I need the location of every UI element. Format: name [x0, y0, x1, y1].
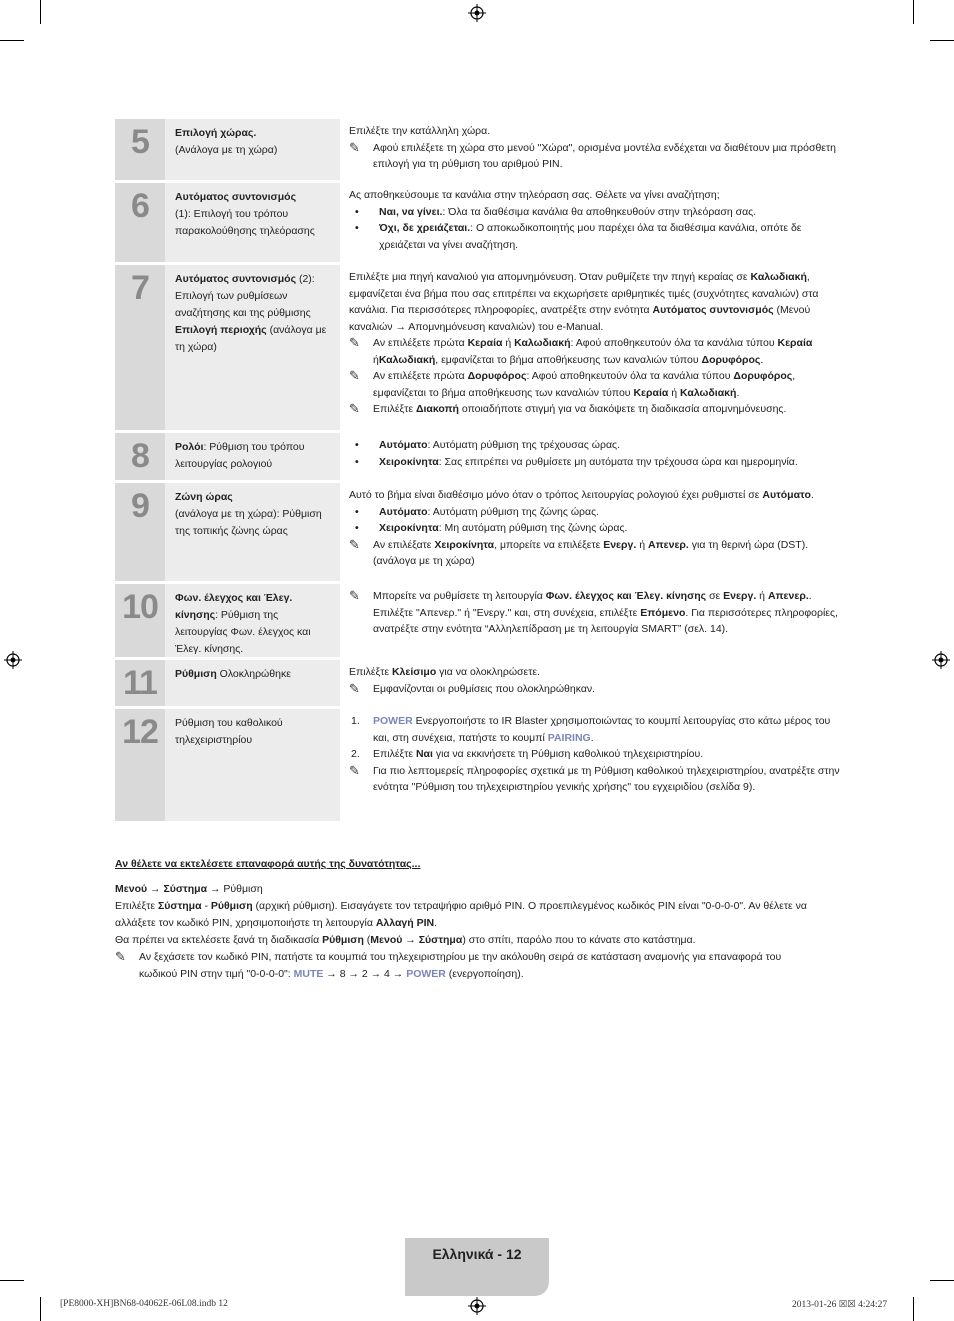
text-run: (: [363, 934, 371, 946]
text-run: Δορυφόρος: [467, 370, 527, 382]
text-run: . Επιλέξτε "Απενερ." ή "Ενεργ." και, στη συνέχεια, επιλέξτε: [373, 590, 812, 619]
text-run: (ενεργοποίηση).: [445, 968, 524, 980]
text-run: (ανάλογα με τη χώρα): Ρύθμιση της τοπικής ζώνης ώρας: [175, 508, 322, 537]
pencil-note-icon: ✎: [349, 139, 360, 155]
text-run: Αυτόματο: [379, 505, 428, 518]
step-row-9: [115, 483, 840, 584]
text-run: . Για περισσότερες πληροφορίες, ανατρέξτε στην ενότητα “Αλληλεπίδραση με τη λειτουργία SMART” (σελ. 14).: [373, 606, 838, 635]
text-run: Εμφανίζονται οι ρυθμίσεις που ολοκληρώθηκαν.: [373, 682, 596, 695]
text-line: [349, 487, 840, 504]
text-run: , μπορείτε να επιλέξετε: [494, 538, 604, 551]
text-run: Ρολόι: [175, 441, 204, 453]
text-run: Καλωδιακή: [514, 337, 571, 349]
text-run: , εμφανίζεται το βήμα αποθήκευσης των καναλιών τύπου: [373, 370, 796, 399]
text-line: [349, 187, 840, 204]
step-row-7: [115, 265, 840, 433]
text-run: Κεραία: [633, 386, 669, 399]
page-label: Ελληνικά - 12: [432, 1246, 522, 1262]
text-line: [349, 269, 840, 335]
text-run: Χειροκίνητα: [379, 522, 439, 534]
label-line: [175, 506, 332, 540]
text-run: Αυτό το βήμα είναι διαθέσιμο μόνο όταν ο τρόπος λειτουργίας ρολογιού έχει ρυθμιστεί σε: [349, 489, 763, 501]
text-run: .: [590, 731, 594, 744]
step-label: [165, 584, 340, 657]
text-run: Επόμενο: [640, 606, 686, 619]
text-run: Μενού: [115, 883, 148, 895]
text-run: , εμφανίζεται ένα βήμα που σας επιτρέπει να εκχωρήσετε αριθμητικές τιμές (συχνότητες καναλιών) στα κανάλια. Για περισσότερες πληροφορίες, ανατρέξτε στην ενότητα: [349, 271, 819, 316]
text-run: : Μη αυτόματη ρύθμιση της ζώνης ώρας.: [438, 522, 628, 534]
pencil-note-icon: ✎: [349, 588, 360, 603]
note-line: [349, 588, 840, 638]
reset-body: [115, 881, 815, 983]
text-run: Ενεργοποιήστε το IR Blaster χρησιμοποιώντας το κουμπί λειτουργίας στο κάτω μέρος του και, στη συνέχεια, πατήστε το κουμπί: [373, 715, 831, 744]
text-run: Απενερ.: [648, 538, 689, 551]
text-run: , εμφανίζεται το βήμα αποθήκευσης των καναλιών τύπου: [435, 353, 702, 366]
reset-section: [115, 856, 815, 983]
text-run: : Αφού αποθηκευτούν όλα τα κανάλια τύπου: [570, 337, 778, 349]
text-run: Δορυφόρος: [733, 370, 793, 382]
text-run: : Αυτόματη ρύθμιση της τρέχουσας ώρας.: [427, 439, 620, 451]
crosshair-icon: [4, 651, 22, 669]
pencil-note-icon: ✎: [349, 368, 360, 383]
crop-mark: [40, 1297, 41, 1321]
text-line: [115, 932, 815, 949]
crop-mark: [40, 0, 41, 24]
label-line: [175, 590, 332, 658]
crop-mark: [930, 1280, 954, 1281]
text-run: Αυτόματος συντονισμός: [175, 191, 297, 203]
step-number: 11: [115, 660, 165, 706]
text-run: Καλωδιακή: [680, 386, 737, 399]
text-run: (Μενού καναλιών → Απομνημόνευση καναλιών) του e-Manual.: [349, 304, 811, 333]
bullet-dot-icon: •: [355, 505, 359, 518]
pencil-note-icon: ✎: [349, 680, 360, 696]
step-row-5: [115, 119, 840, 183]
text-run: (ανάλογα με τη χώρα): [175, 324, 327, 353]
text-run: (Ανάλογα με τη χώρα): [175, 144, 278, 156]
step-row-12: [115, 709, 840, 821]
step-description: [340, 265, 840, 430]
button-name: POWER: [406, 968, 446, 980]
crosshair-icon: [468, 1297, 486, 1315]
crop-mark: [930, 40, 954, 41]
bullet-line: [349, 220, 840, 253]
text-run: .: [434, 917, 438, 929]
text-run: : Αφού αποθηκευτούν όλα τα κανάλια τύπου: [526, 370, 734, 382]
text-run: Φων. έλεγχος και Έλεγ. κίνησης: [175, 592, 293, 621]
step-label: [165, 660, 340, 706]
text-run: Σύστημα: [157, 900, 202, 912]
text-run: Ας αποθηκεύσουμε τα κανάλια στην τηλεόραση σας. Θέλετε να γίνει αναζήτηση;: [349, 189, 720, 201]
list-number: 1.: [351, 715, 360, 727]
text-run: : Ο αποκωδικοποιητής μου παρέχει όλα τα διαθέσιμα κανάλια, οπότε δε χρειάζεται να γίνει αναζήτηση.: [379, 222, 802, 251]
text-run: Ολοκληρώθηκε: [216, 668, 291, 680]
step-row-11: [115, 660, 840, 709]
text-run: Επιλέξτε: [373, 748, 416, 760]
text-run: ή: [373, 353, 379, 366]
step-number: 10: [115, 584, 165, 657]
text-run: Για πιο λεπτομερείς πληροφορίες σχετικά με τη Ρύθμιση καθολικού τηλεχειριστηρίου, ανατρέξτε στην ενότητα "Ρύθμιση του τηλεχειριστηρίου γενικής χρήσης" του εγχειριδίου (σελίδα 9).: [373, 764, 840, 793]
step-description: [340, 183, 840, 262]
pencil-note-icon: ✎: [349, 401, 360, 416]
note-line: [349, 681, 840, 698]
text-run: Σύστημα: [418, 934, 463, 946]
text-run: : Ρύθμιση της λειτουργίας Φων. έλεγχος και Έλεγ. κίνησης.: [175, 609, 311, 655]
pencil-note-icon: ✎: [349, 762, 360, 778]
text-run: .: [810, 489, 814, 501]
text-run: ή: [636, 538, 648, 551]
text-run: (1): Επιλογή του τρόπου παρακολούθησης τηλεόρασης: [175, 208, 315, 237]
step-label: [165, 483, 340, 581]
text-run: Αν ξεχάσετε τον κωδικό PIN, πατήστε τα κουμπιά του τηλεχειριστηρίου με την ακόλουθη σειρά σε κατάσταση αναμονής για επαναφορά του κωδικού PIN στην τιμή "0-0-0-0":: [139, 951, 782, 980]
pencil-note-icon: ✎: [115, 949, 126, 964]
step-description: [340, 709, 840, 821]
crop-mark: [0, 40, 24, 41]
step-label: [165, 183, 340, 262]
reset-heading: Αν θέλετε να εκτελέσετε επαναφορά αυτής της δυνατότητας...: [115, 858, 421, 870]
crosshair-icon: [932, 651, 950, 669]
print-timestamp: 2013-01-26 ☒☒ 4:24:27: [792, 1300, 888, 1310]
label-line: [175, 439, 332, 473]
label-line: [175, 206, 332, 240]
text-run: Αυτόματος συντονισμός: [175, 273, 297, 285]
text-line: [349, 664, 840, 681]
text-run: Φων. έλεγχος και Έλεγ. κίνησης: [545, 590, 707, 602]
text-run: →: [147, 883, 164, 895]
crop-mark: [913, 1297, 914, 1321]
setup-steps-table: [115, 119, 840, 821]
pencil-note-icon: ✎: [349, 536, 360, 552]
text-run: ή: [668, 386, 681, 399]
page-number-badge: [405, 1238, 549, 1296]
text-run: Καλωδιακή: [750, 271, 807, 283]
text-run: Καλωδιακή: [378, 353, 436, 366]
step-description: [340, 584, 840, 657]
text-run: Επιλέξτε: [373, 403, 416, 415]
step-description: [340, 433, 840, 480]
list-number: 2.: [351, 748, 360, 760]
step-number: 8: [115, 433, 165, 480]
bullet-dot-icon: •: [355, 222, 359, 234]
label-line: [175, 271, 332, 356]
text-run: Επιλέξτε την κατάλληλη χώρα.: [349, 125, 491, 137]
text-run: Δορυφόρος: [701, 353, 761, 366]
step-number: 6: [115, 183, 165, 262]
text-run: Ρύθμιση: [210, 900, 253, 912]
step-row-10: [115, 584, 840, 660]
numbered-line: [349, 746, 840, 763]
text-run: Αφού επιλέξετε τη χώρα στο μενού "Χώρα", ορισμένα μοντέλα ενδέχεται να διαθέτουν μια πρόσθετη επιλογή για τη ρύθμιση του αριθμού PIN.: [373, 141, 836, 170]
step-label: [165, 709, 340, 821]
label-line: [175, 715, 332, 749]
file-info: [PE8000-XH]BN68-04062E-06L08.indb 12: [60, 1299, 228, 1309]
text-run: Επιλογή χώρας.: [175, 127, 257, 139]
numbered-line: [349, 713, 840, 746]
text-run: Ενεργ.: [723, 590, 757, 602]
step-description: [340, 483, 840, 581]
crosshair-icon: [468, 4, 486, 22]
step-label: [165, 119, 340, 180]
bullet-line: [349, 204, 840, 221]
text-run: → Ρύθμιση: [207, 883, 263, 895]
crop-mark: [913, 0, 914, 24]
step-row-6: [115, 183, 840, 265]
bullet-dot-icon: •: [355, 455, 359, 468]
text-run: Διακοπή: [415, 403, 459, 415]
label-line: [175, 489, 332, 506]
note-line: [115, 949, 815, 983]
note-line: [349, 401, 840, 418]
text-run: Χειροκίνητα: [434, 538, 495, 551]
text-run: →: [402, 934, 419, 946]
text-run: .: [736, 386, 740, 399]
bullet-line: [349, 437, 840, 454]
step-number: 7: [115, 265, 165, 430]
text-run: για να εκκινήσετε τη Ρύθμιση καθολικού τηλεχειριστηρίου.: [432, 748, 704, 760]
button-name: PAIRING: [547, 731, 591, 744]
text-run: Ζώνη ώρας: [175, 491, 233, 503]
bullet-line: [349, 520, 840, 537]
text-run: Κεραία: [777, 337, 813, 349]
text-run: Αυτόματο: [379, 439, 428, 451]
text-run: Αν επιλέξετε πρώτα: [373, 337, 468, 349]
text-run: Επιλέξτε: [115, 900, 158, 912]
text-run: Απενερ.: [767, 590, 809, 602]
text-run: : Όλα τα διαθέσιμα κανάλια θα αποθηκευθούν στην τηλεόραση σας.: [442, 205, 757, 218]
text-run: -: [201, 900, 211, 912]
text-run: Επιλέξτε μια πηγή καναλιού για απομνημόνευση. Όταν ρυθμίζετε την πηγή κεραίας σε: [349, 271, 751, 283]
text-run: Ρύθμιση: [322, 934, 364, 946]
text-line: [349, 123, 840, 140]
text-run: Σύστημα: [163, 883, 208, 895]
text-run: Όχι, δε χρειάζεται.: [379, 222, 471, 234]
text-run: Κεραία: [467, 337, 503, 349]
text-run: Ρύθμιση του καθολικού τηλεχειριστηρίου: [175, 717, 283, 746]
note-line: [349, 537, 840, 570]
text-line: [115, 898, 815, 932]
label-line: [175, 666, 332, 683]
note-line: [349, 763, 840, 796]
text-run: Ρύθμιση: [175, 668, 217, 680]
text-run: Ναι, να γίνει.: [379, 205, 443, 218]
text-run: Αλλαγή PIN: [375, 917, 435, 929]
text-run: σε: [706, 590, 724, 602]
button-name: MUTE: [293, 968, 324, 980]
text-run: (2): Επιλογή των ρυθμίσεων αναζήτησης και της ρύθμισης: [175, 273, 315, 319]
note-line: [349, 140, 840, 173]
bullet-line: [349, 504, 840, 521]
text-run: ή: [502, 337, 515, 349]
note-line: [349, 368, 840, 401]
text-run: Αυτόματο: [762, 489, 811, 501]
text-run: Επιλογή περιοχής: [175, 324, 267, 336]
step-description: [340, 660, 840, 706]
text-run: Ενεργ.: [603, 538, 637, 551]
pencil-note-icon: ✎: [349, 335, 360, 350]
label-line: [175, 125, 332, 142]
step-row-8: [115, 433, 840, 483]
text-run: Αυτόματος συντονισμός: [652, 304, 774, 316]
bullet-dot-icon: •: [355, 205, 359, 218]
step-number: 5: [115, 119, 165, 180]
text-run: → 8 → 2 → 4 →: [323, 968, 407, 980]
text-run: για να ολοκληρώσετε.: [436, 666, 540, 678]
button-name: POWER: [373, 715, 413, 727]
bullet-dot-icon: •: [355, 439, 359, 451]
text-run: Χειροκίνητα: [379, 455, 439, 468]
crop-mark: [0, 1280, 24, 1281]
text-run: .: [760, 353, 764, 366]
text-run: : Ρύθμιση του τρόπου λειτουργίας ρολογιού: [175, 441, 305, 470]
label-line: [175, 142, 332, 159]
text-run: Επιλέξτε: [349, 666, 392, 678]
text-run: Μπορείτε να ρυθμίσετε τη λειτουργία: [373, 590, 546, 602]
text-run: : Σας επιτρέπει να ρυθμίσετε μη αυτόματα την τρέχουσα ώρα και ημερομηνία.: [438, 455, 798, 468]
text-run: Μενού: [370, 934, 403, 946]
text-run: Αν επιλέξετε πρώτα: [373, 370, 468, 382]
text-run: Κλείσιμο: [391, 666, 437, 678]
label-line: [175, 189, 332, 206]
text-run: ή: [756, 590, 768, 602]
step-label: [165, 433, 340, 480]
text-line: [115, 881, 815, 898]
text-run: Αν επιλέξατε: [373, 538, 435, 551]
text-run: ) στο σπίτι, παρόλο που το κάνατε στο κατάστημα.: [462, 934, 696, 946]
bullet-dot-icon: •: [355, 522, 359, 534]
note-line: [349, 335, 840, 368]
text-run: (αρχική ρύθμιση). Εισαγάγετε τον τετραψήφιο αριθμό PIN. Ο προεπιλεγμένος κωδικός PIN είναι "0-0-0-0". Αν θέλετε να αλλάξετε τον κωδικό PIN, χρησιμοποιήστε τη λειτουργία: [115, 900, 807, 929]
text-run: : Αυτόματη ρύθμιση της ζώνης ώρας.: [427, 505, 600, 518]
step-description: [340, 119, 840, 180]
step-number: 9: [115, 483, 165, 581]
text-run: για τη θερινή ώρα (DST). (ανάλογα με τη χώρα): [373, 538, 809, 567]
step-number: 12: [115, 709, 165, 821]
text-run: οποιαδήποτε στιγμή για να διακόψετε τη διαδικασία απομνημόνευσης.: [458, 403, 787, 415]
step-label: [165, 265, 340, 430]
bullet-line: [349, 454, 840, 471]
text-run: Θα πρέπει να εκτελέσετε ξανά τη διαδικασία: [115, 934, 323, 946]
text-run: Ναι: [415, 748, 433, 760]
